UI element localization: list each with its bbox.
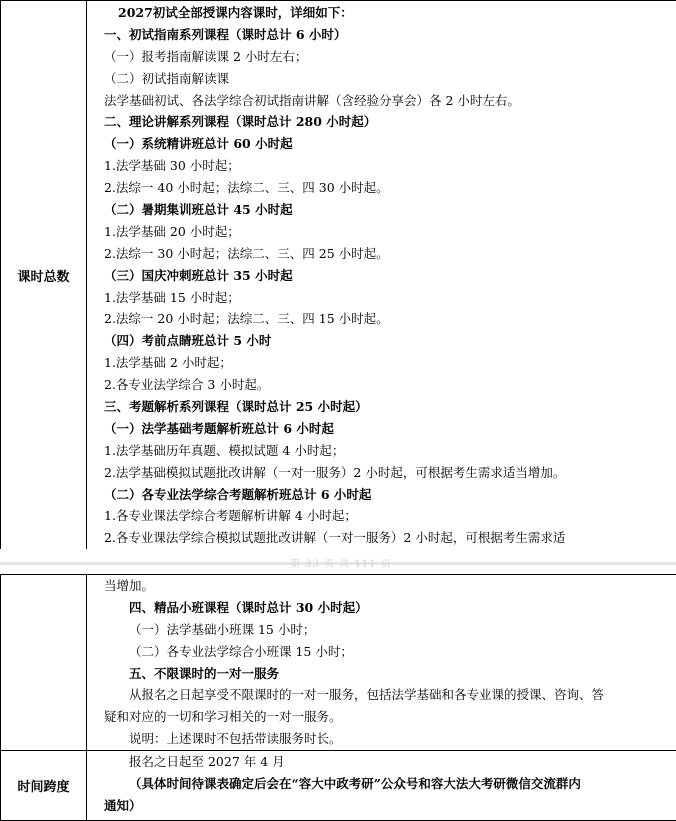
time-span-label: 时间跨度 — [1, 751, 87, 821]
hours-total-label: 课时总数 — [1, 1, 87, 550]
text-line: 1.法学基础 20 小时起； — [101, 221, 676, 243]
text-line: 2.各专业法学综合 3 小时起。 — [101, 374, 676, 396]
text-line: 1.法学基础历年真题、模拟试题 4 小时起； — [101, 440, 676, 462]
text-line: （具体时间待课表确定后会在“容大中政考研”公众号和容大法大考研微信交流群内 — [101, 773, 676, 795]
text-line: （三）国庆冲刺班总计 35 小时起 — [101, 265, 676, 287]
text-line: 2.法综一 20 小时起；法综二、三、四 15 小时起。 — [101, 308, 676, 330]
text-line: 五、不限课时的一对一服务 — [101, 663, 676, 685]
text-line: 1.法学基础 30 小时起； — [101, 155, 676, 177]
text-line: 二、理论讲解系列课程（课时总计 280 小时起） — [101, 111, 676, 133]
text-line: （一）法学基础小班课 15 小时； — [101, 619, 676, 641]
text-line: 三、考题解析系列课程（课时总计 25 小时起） — [101, 396, 676, 418]
text-line: 1.法学基础 2 小时起； — [101, 352, 676, 374]
course-hours-table-part2 — [0, 574, 676, 821]
page-number-footer: 第 33 页 共 111 页 — [290, 555, 392, 570]
text-line: （二）各专业法学综合小班课 15 小时； — [101, 641, 676, 663]
text-line: （一）报考指南解读课 2 小时左右； — [101, 46, 676, 68]
text-line: （四）考前点睛班总计 5 小时 — [101, 330, 676, 352]
text-line: 法学基础初试、各法学综合初试指南讲解（含经验分享会）各 2 小时左右。 — [101, 90, 676, 112]
text-line: 疑和对应的一切和学习相关的一对一服务。 — [101, 706, 676, 728]
text-line: 2.各专业课法学综合模拟试题批改讲解（一对一服务）2 小时起，可根据考生需求适 — [101, 527, 676, 549]
text-line: 一、初试指南系列课程（课时总计 6 小时） — [101, 24, 676, 46]
text-line: 1.法学基础 15 小时起； — [101, 287, 676, 309]
text-line: 1.各专业课法学综合考题解析讲解 4 小时起； — [101, 505, 676, 527]
text-line: 当增加。 — [101, 575, 676, 597]
text-line: 2.法学基础模拟试题批改讲解（一对一服务）2 小时起，可根据考生需求适当增加。 — [101, 462, 676, 484]
text-line: 说明：上述课时不包括带读服务时长。 — [101, 728, 676, 750]
hours-content-part1 — [87, 1, 676, 550]
text-line: （一）系统精讲班总计 60 小时起 — [101, 133, 676, 155]
time-span-lines — [101, 751, 676, 817]
text-line: 从报名之日起享受不限课时的一对一服务，包括法学基础和各专业课的授课、咨询、答 — [101, 684, 676, 706]
hours-lines — [101, 2, 676, 549]
text-line: 通知） — [101, 795, 676, 817]
text-line: （一）法学基础考题解析班总计 6 小时起 — [101, 418, 676, 440]
text-line: 报名之日起至 2027 年 4 月 — [101, 751, 676, 773]
text-line: 2.法综一 40 小时起；法综二、三、四 30 小时起。 — [101, 177, 676, 199]
hours-content-part2 — [87, 575, 676, 751]
page-break — [0, 549, 676, 574]
time-span-content — [87, 751, 676, 821]
hours-lines-continued — [101, 575, 676, 750]
hours-label-continued — [1, 575, 87, 751]
text-line: （二）暑期集训班总计 45 小时起 — [101, 199, 676, 221]
text-line: 2.法综一 30 小时起；法综二、三、四 25 小时起。 — [101, 243, 676, 265]
text-line: 2027初试全部授课内容课时，详细如下： — [101, 2, 676, 24]
text-line: （二）各专业法学综合考题解析班总计 6 小时起 — [101, 484, 676, 506]
text-line: 四、精品小班课程（课时总计 30 小时起） — [101, 597, 676, 619]
text-line: （二）初试指南解读课 — [101, 68, 676, 90]
